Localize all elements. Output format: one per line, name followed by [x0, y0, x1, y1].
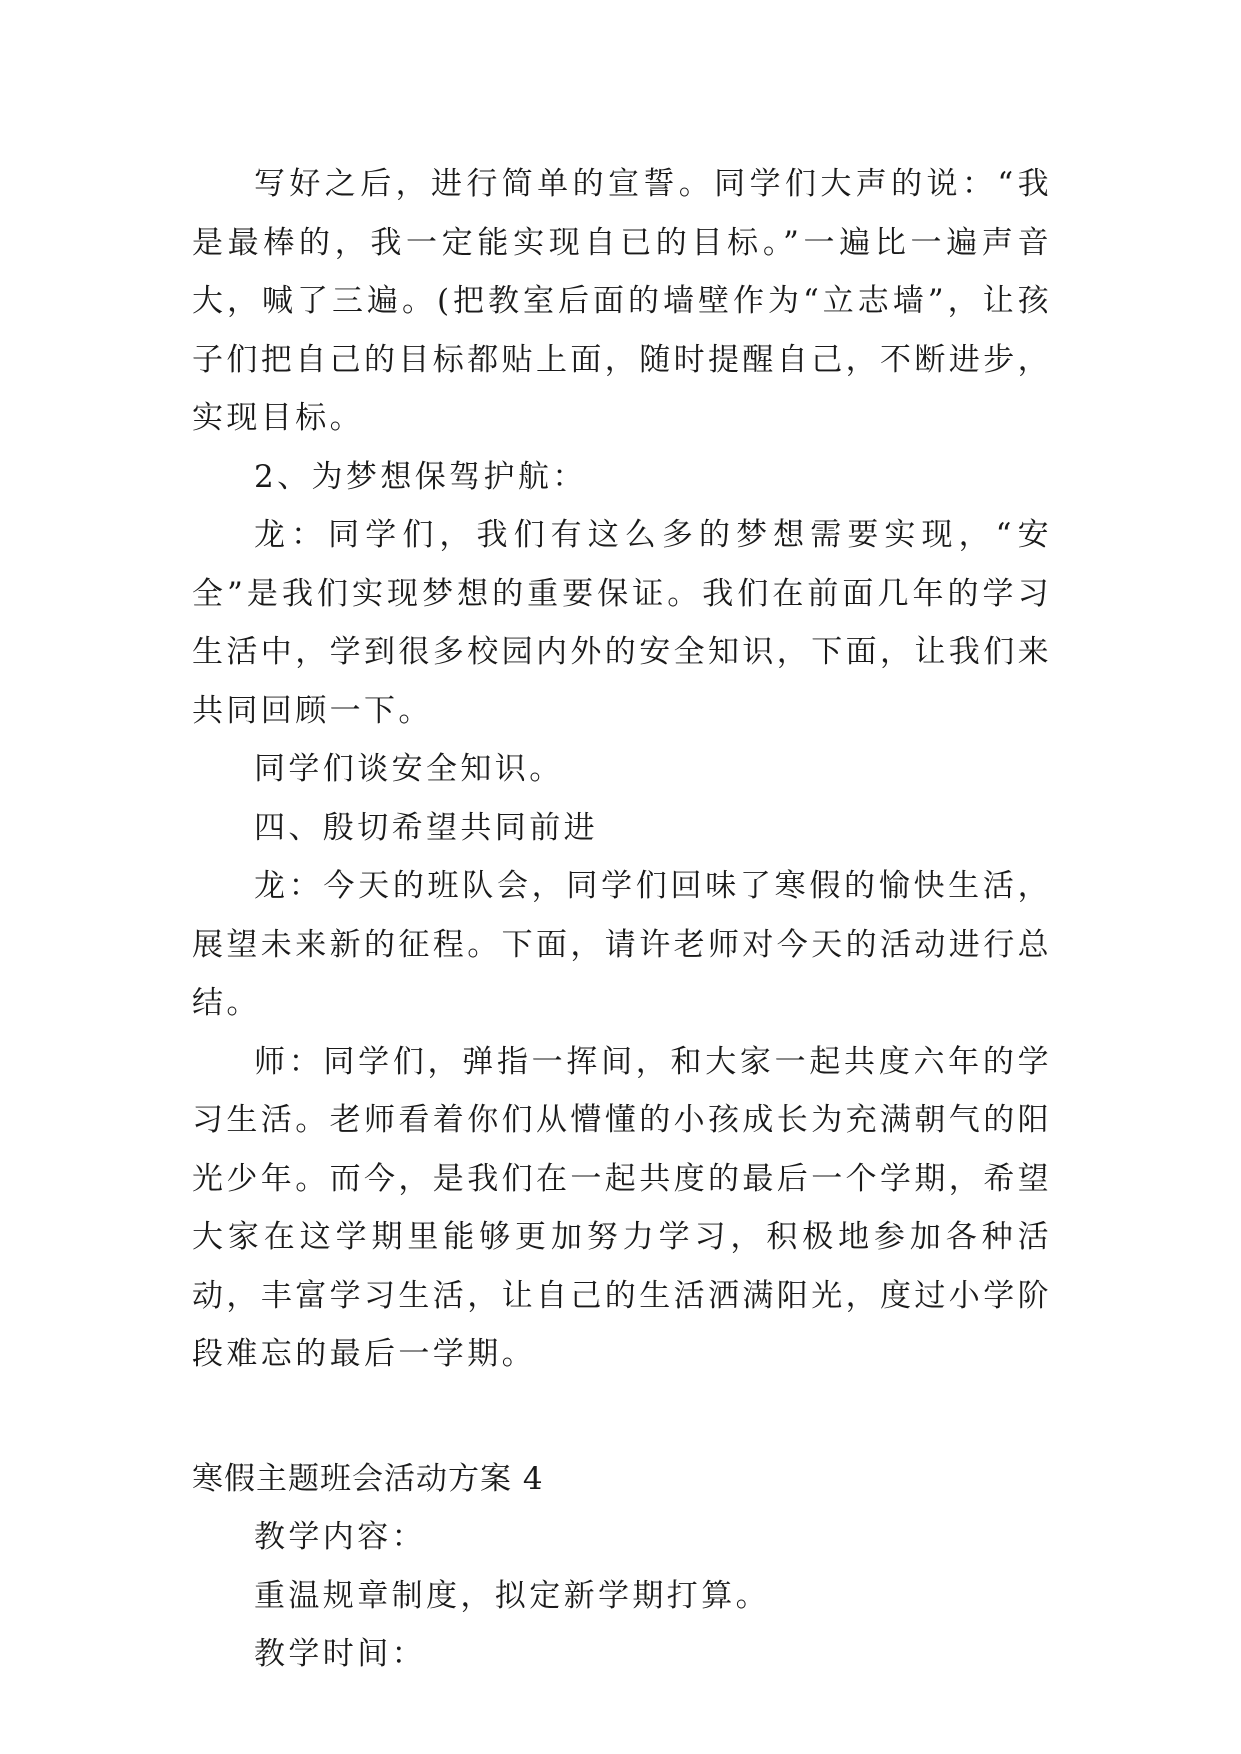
paragraph-safety-intro: 龙：同学们，我们有这么多的梦想需要实现，“安全”是我们实现梦想的重要保证。我们在前面几年的学习生活中，学到很多校园内外的安全知识，下面，让我们来共同回顾一下。 — [192, 517, 1052, 729]
document-body — [192, 155, 1052, 1684]
paragraph-teaching-content-label: 教学内容： — [254, 1519, 426, 1555]
paragraph-teacher-closing: 师：同学们，弹指一挥间，和大家一起共度六年的学习生活。老师看着你们从懵懂的小孩成长为充满朝气的阳光少年。而今，是我们在一起共度的最后一个学期，希望大家在这学期里能够更加努力学习，积极地参加各种活动，丰富学习生活，让自己的生活洒满阳光，度过小学阶段难忘的最后一学期。 — [192, 1043, 1052, 1372]
paragraph-heading-dream-safety: 2、为梦想保驾护航： — [254, 458, 587, 495]
section-title: 寒假主题班会活动方案 4 — [192, 1460, 544, 1497]
paragraph-teaching-content: 重温规章制度，拟定新学期打算。 — [254, 1577, 770, 1614]
paragraph-teaching-time-label: 教学时间： — [254, 1636, 426, 1672]
paragraph-safety-discussion: 同学们谈安全知识。 — [254, 751, 564, 787]
paragraph-class-meeting-summary: 龙：今天的班队会，同学们回味了寒假的愉快生活，展望未来新的征程。下面，请许老师对今天的活动进行总结。 — [192, 868, 1052, 1021]
section-spacer — [192, 1384, 1052, 1450]
paragraph-oath: 写好之后，进行简单的宣誓。同学们大声的说：“我是最棒的，我一定能实现自已的目标。”一遍比一遍声音大，喊了三遍。(把教室后面的墙壁作为“立志墙”，让孩子们把自己的目标都贴上面，随时提醒自己，不断进步，实现目标。 — [192, 166, 1052, 436]
paragraph-heading-hope: 四、殷切希望共同前进 — [254, 809, 598, 846]
